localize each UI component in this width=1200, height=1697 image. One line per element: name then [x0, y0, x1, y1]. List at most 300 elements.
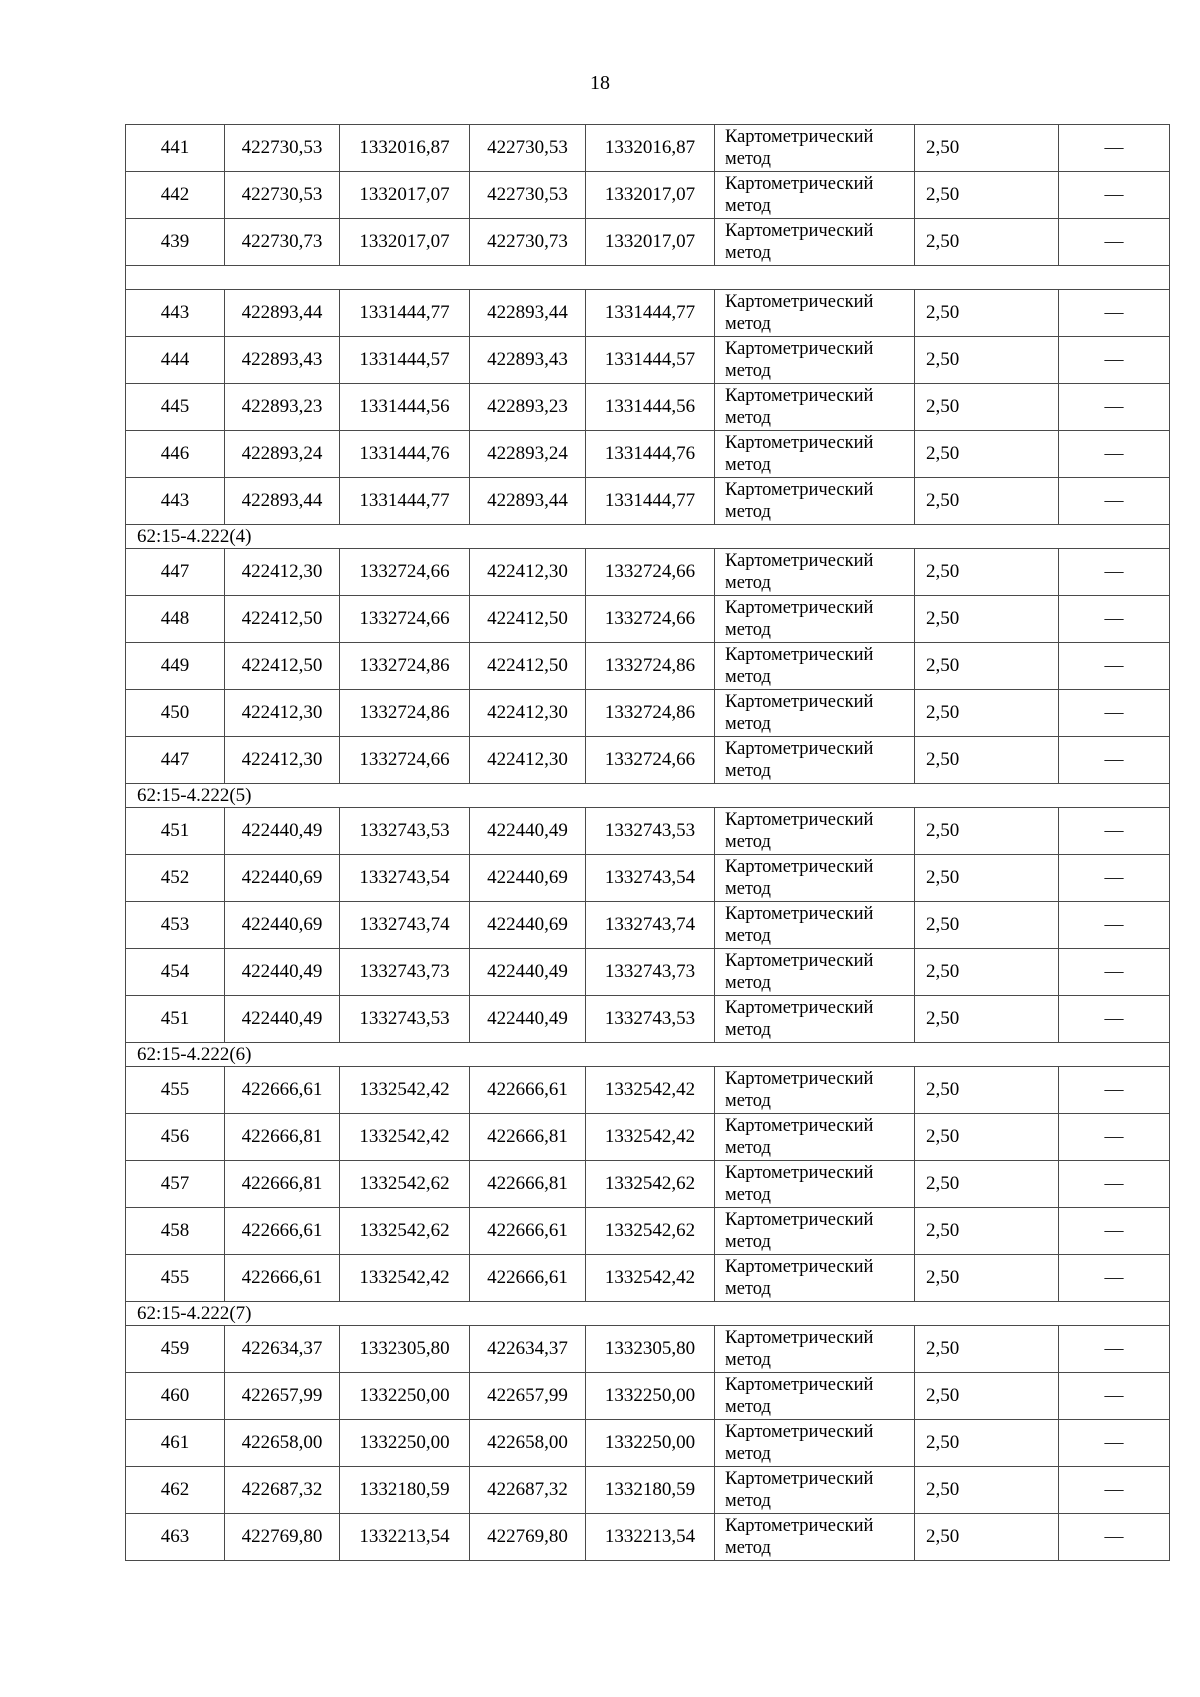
- existing-y-cell: 1332724,86: [340, 643, 470, 690]
- existing-y-cell: 1332724,66: [340, 549, 470, 596]
- existing-x-cell: 422893,44: [225, 478, 340, 525]
- method-line-2: метод: [725, 196, 771, 216]
- refined-y-cell: 1331444,76: [586, 431, 715, 478]
- method-cell: [715, 596, 915, 643]
- description-cell: —: [1059, 902, 1170, 949]
- method-cell: [715, 1467, 915, 1514]
- refined-y-cell: 1332743,53: [586, 996, 715, 1043]
- precision-cell: 2,50: [915, 549, 1059, 596]
- method-line-1: Картометрический: [725, 645, 874, 665]
- description-cell: —: [1059, 855, 1170, 902]
- method-cell: [715, 1420, 915, 1467]
- method-line-2: метод: [725, 408, 771, 428]
- refined-y-cell: 1332743,74: [586, 902, 715, 949]
- point-number-cell: 458: [126, 1208, 225, 1255]
- point-number-cell: 439: [126, 219, 225, 266]
- existing-y-cell: 1332016,87: [340, 125, 470, 172]
- description-cell: —: [1059, 996, 1170, 1043]
- refined-x-cell: 422893,44: [470, 290, 586, 337]
- section-label: 62:15-4.222(4): [126, 525, 1170, 549]
- precision-cell: 2,50: [915, 431, 1059, 478]
- description-cell: —: [1059, 643, 1170, 690]
- method-line-2: метод: [725, 1491, 771, 1511]
- table-row: [126, 808, 1170, 855]
- point-number-cell: 461: [126, 1420, 225, 1467]
- method-line-1: Картометрический: [725, 127, 874, 147]
- point-number-cell: 454: [126, 949, 225, 996]
- blank-row: [126, 266, 1170, 290]
- blank-cell: [126, 266, 1170, 290]
- method-cell: [715, 1208, 915, 1255]
- method-cell: [715, 949, 915, 996]
- method-line-2: метод: [725, 1138, 771, 1158]
- method-line-2: метод: [725, 1444, 771, 1464]
- method-line-2: метод: [725, 1020, 771, 1040]
- table-row: [126, 996, 1170, 1043]
- description-cell: —: [1059, 1467, 1170, 1514]
- point-number-cell: 451: [126, 808, 225, 855]
- refined-y-cell: 1332250,00: [586, 1373, 715, 1420]
- refined-y-cell: 1332017,07: [586, 172, 715, 219]
- table-row: [126, 902, 1170, 949]
- table-row: [126, 1373, 1170, 1420]
- point-number-cell: 443: [126, 478, 225, 525]
- table-row: [126, 172, 1170, 219]
- table-row: [126, 855, 1170, 902]
- method-line-2: метод: [725, 1232, 771, 1252]
- precision-cell: 2,50: [915, 596, 1059, 643]
- method-line-1: Картометрический: [725, 739, 874, 759]
- method-cell: [715, 1255, 915, 1302]
- existing-y-cell: 1332305,80: [340, 1326, 470, 1373]
- precision-cell: 2,50: [915, 1420, 1059, 1467]
- method-cell: [715, 643, 915, 690]
- existing-x-cell: 422893,23: [225, 384, 340, 431]
- existing-x-cell: 422769,80: [225, 1514, 340, 1561]
- refined-y-cell: 1332016,87: [586, 125, 715, 172]
- table-row: [126, 1326, 1170, 1373]
- description-cell: —: [1059, 1161, 1170, 1208]
- method-cell: [715, 1326, 915, 1373]
- refined-y-cell: 1332017,07: [586, 219, 715, 266]
- precision-cell: 2,50: [915, 219, 1059, 266]
- existing-x-cell: 422687,32: [225, 1467, 340, 1514]
- method-line-1: Картометрический: [725, 1069, 874, 1089]
- method-line-1: Картометрический: [725, 598, 874, 618]
- method-line-1: Картометрический: [725, 221, 874, 241]
- precision-cell: 2,50: [915, 125, 1059, 172]
- existing-x-cell: 422666,81: [225, 1114, 340, 1161]
- method-line-2: метод: [725, 1350, 771, 1370]
- refined-x-cell: 422893,24: [470, 431, 586, 478]
- description-cell: —: [1059, 949, 1170, 996]
- refined-y-cell: 1331444,77: [586, 290, 715, 337]
- method-cell: [715, 1373, 915, 1420]
- precision-cell: 2,50: [915, 902, 1059, 949]
- method-line-2: метод: [725, 879, 771, 899]
- method-line-2: метод: [725, 761, 771, 781]
- table-row: [126, 643, 1170, 690]
- point-number-cell: 447: [126, 549, 225, 596]
- description-cell: —: [1059, 1373, 1170, 1420]
- method-cell: [715, 1114, 915, 1161]
- description-cell: —: [1059, 1114, 1170, 1161]
- method-line-2: метод: [725, 573, 771, 593]
- description-cell: —: [1059, 1420, 1170, 1467]
- description-cell: —: [1059, 1514, 1170, 1561]
- refined-x-cell: 422666,81: [470, 1114, 586, 1161]
- method-line-2: метод: [725, 973, 771, 993]
- refined-y-cell: 1332724,86: [586, 690, 715, 737]
- point-number-cell: 459: [126, 1326, 225, 1373]
- method-line-1: Картометрический: [725, 1469, 874, 1489]
- table-row: [126, 431, 1170, 478]
- precision-cell: 2,50: [915, 384, 1059, 431]
- refined-x-cell: 422658,00: [470, 1420, 586, 1467]
- table-row: [126, 125, 1170, 172]
- method-line-1: Картометрический: [725, 1516, 874, 1536]
- existing-x-cell: 422666,81: [225, 1161, 340, 1208]
- refined-x-cell: 422412,30: [470, 690, 586, 737]
- description-cell: —: [1059, 431, 1170, 478]
- precision-cell: 2,50: [915, 1114, 1059, 1161]
- existing-x-cell: 422893,44: [225, 290, 340, 337]
- method-cell: [715, 478, 915, 525]
- method-line-2: метод: [725, 361, 771, 381]
- existing-x-cell: 422412,50: [225, 643, 340, 690]
- existing-y-cell: 1332743,73: [340, 949, 470, 996]
- table-row: [126, 737, 1170, 784]
- refined-y-cell: 1332250,00: [586, 1420, 715, 1467]
- table-row: [126, 1161, 1170, 1208]
- method-cell: [715, 808, 915, 855]
- existing-y-cell: 1332542,62: [340, 1208, 470, 1255]
- method-line-1: Картометрический: [725, 692, 874, 712]
- description-cell: —: [1059, 337, 1170, 384]
- table-row: [126, 1255, 1170, 1302]
- refined-x-cell: 422769,80: [470, 1514, 586, 1561]
- refined-y-cell: 1332180,59: [586, 1467, 715, 1514]
- precision-cell: 2,50: [915, 1208, 1059, 1255]
- point-number-cell: 441: [126, 125, 225, 172]
- existing-x-cell: 422412,30: [225, 549, 340, 596]
- point-number-cell: 455: [126, 1255, 225, 1302]
- table-row: [126, 596, 1170, 643]
- method-line-1: Картометрический: [725, 1375, 874, 1395]
- point-number-cell: 460: [126, 1373, 225, 1420]
- table-row: [126, 1514, 1170, 1561]
- precision-cell: 2,50: [915, 290, 1059, 337]
- table-row: [126, 690, 1170, 737]
- refined-x-cell: 422412,30: [470, 549, 586, 596]
- point-number-cell: 457: [126, 1161, 225, 1208]
- method-line-1: Картометрический: [725, 857, 874, 877]
- refined-x-cell: 422730,73: [470, 219, 586, 266]
- point-number-cell: 442: [126, 172, 225, 219]
- existing-x-cell: 422440,49: [225, 949, 340, 996]
- refined-y-cell: 1332724,66: [586, 549, 715, 596]
- method-line-1: Картометрический: [725, 1163, 874, 1183]
- method-line-1: Картометрический: [725, 1257, 874, 1277]
- existing-x-cell: 422893,43: [225, 337, 340, 384]
- refined-x-cell: 422666,81: [470, 1161, 586, 1208]
- method-cell: [715, 172, 915, 219]
- existing-y-cell: 1332542,42: [340, 1255, 470, 1302]
- method-line-2: метод: [725, 243, 771, 263]
- refined-x-cell: 422730,53: [470, 172, 586, 219]
- refined-x-cell: 422634,37: [470, 1326, 586, 1373]
- precision-cell: 2,50: [915, 1373, 1059, 1420]
- section-label: 62:15-4.222(7): [126, 1302, 1170, 1326]
- point-number-cell: 449: [126, 643, 225, 690]
- refined-x-cell: 422440,69: [470, 902, 586, 949]
- method-line-2: метод: [725, 667, 771, 687]
- method-cell: [715, 219, 915, 266]
- page-number: 18: [590, 72, 610, 94]
- section-header-row: [126, 784, 1170, 808]
- refined-y-cell: 1332743,54: [586, 855, 715, 902]
- refined-y-cell: 1332542,62: [586, 1161, 715, 1208]
- existing-x-cell: 422412,30: [225, 690, 340, 737]
- existing-y-cell: 1332724,86: [340, 690, 470, 737]
- description-cell: —: [1059, 737, 1170, 784]
- existing-y-cell: 1332213,54: [340, 1514, 470, 1561]
- section-header-row: [126, 1302, 1170, 1326]
- refined-x-cell: 422893,23: [470, 384, 586, 431]
- existing-x-cell: 422893,24: [225, 431, 340, 478]
- precision-cell: 2,50: [915, 1326, 1059, 1373]
- method-line-1: Картометрический: [725, 339, 874, 359]
- description-cell: —: [1059, 125, 1170, 172]
- method-line-2: метод: [725, 1538, 771, 1558]
- refined-y-cell: 1332542,42: [586, 1067, 715, 1114]
- refined-x-cell: 422666,61: [470, 1208, 586, 1255]
- refined-x-cell: 422666,61: [470, 1067, 586, 1114]
- method-cell: [715, 1514, 915, 1561]
- existing-y-cell: 1332017,07: [340, 172, 470, 219]
- section-header-row: [126, 1043, 1170, 1067]
- method-cell: [715, 337, 915, 384]
- existing-x-cell: 422440,49: [225, 808, 340, 855]
- description-cell: —: [1059, 596, 1170, 643]
- method-line-2: метод: [725, 926, 771, 946]
- refined-x-cell: 422440,49: [470, 808, 586, 855]
- method-line-1: Картометрический: [725, 1422, 874, 1442]
- existing-y-cell: 1331444,57: [340, 337, 470, 384]
- refined-y-cell: 1332213,54: [586, 1514, 715, 1561]
- description-cell: —: [1059, 1255, 1170, 1302]
- table-row: [126, 1208, 1170, 1255]
- point-number-cell: 455: [126, 1067, 225, 1114]
- existing-y-cell: 1332180,59: [340, 1467, 470, 1514]
- description-cell: —: [1059, 690, 1170, 737]
- existing-y-cell: 1331444,76: [340, 431, 470, 478]
- refined-y-cell: 1332743,73: [586, 949, 715, 996]
- existing-y-cell: 1332743,53: [340, 996, 470, 1043]
- existing-x-cell: 422634,37: [225, 1326, 340, 1373]
- method-line-1: Картометрический: [725, 292, 874, 312]
- method-line-1: Картометрический: [725, 551, 874, 571]
- refined-x-cell: 422687,32: [470, 1467, 586, 1514]
- description-cell: —: [1059, 384, 1170, 431]
- point-number-cell: 452: [126, 855, 225, 902]
- precision-cell: 2,50: [915, 690, 1059, 737]
- existing-y-cell: 1332743,54: [340, 855, 470, 902]
- method-line-2: метод: [725, 149, 771, 169]
- existing-x-cell: 422412,30: [225, 737, 340, 784]
- precision-cell: 2,50: [915, 172, 1059, 219]
- table-row: [126, 949, 1170, 996]
- existing-x-cell: 422440,49: [225, 996, 340, 1043]
- point-number-cell: 445: [126, 384, 225, 431]
- point-number-cell: 456: [126, 1114, 225, 1161]
- table-body: [126, 125, 1170, 1561]
- method-line-1: Картометрический: [725, 951, 874, 971]
- refined-y-cell: 1331444,56: [586, 384, 715, 431]
- method-line-2: метод: [725, 620, 771, 640]
- section-label: 62:15-4.222(6): [126, 1043, 1170, 1067]
- refined-x-cell: 422412,30: [470, 737, 586, 784]
- refined-y-cell: 1332743,53: [586, 808, 715, 855]
- method-line-2: метод: [725, 1091, 771, 1111]
- existing-y-cell: 1332724,66: [340, 737, 470, 784]
- method-cell: [715, 431, 915, 478]
- point-number-cell: 444: [126, 337, 225, 384]
- precision-cell: 2,50: [915, 1514, 1059, 1561]
- section-label: 62:15-4.222(5): [126, 784, 1170, 808]
- existing-x-cell: 422658,00: [225, 1420, 340, 1467]
- existing-y-cell: 1332743,53: [340, 808, 470, 855]
- table-row: [126, 549, 1170, 596]
- refined-y-cell: 1332542,42: [586, 1114, 715, 1161]
- refined-y-cell: 1332542,62: [586, 1208, 715, 1255]
- description-cell: —: [1059, 172, 1170, 219]
- existing-y-cell: 1331444,77: [340, 290, 470, 337]
- description-cell: —: [1059, 549, 1170, 596]
- description-cell: —: [1059, 1067, 1170, 1114]
- refined-x-cell: 422666,61: [470, 1255, 586, 1302]
- existing-x-cell: 422730,53: [225, 172, 340, 219]
- existing-y-cell: 1332724,66: [340, 596, 470, 643]
- precision-cell: 2,50: [915, 643, 1059, 690]
- table-row: [126, 478, 1170, 525]
- method-line-2: метод: [725, 1279, 771, 1299]
- method-line-2: метод: [725, 714, 771, 734]
- method-cell: [715, 1161, 915, 1208]
- precision-cell: 2,50: [915, 996, 1059, 1043]
- table-row: [126, 219, 1170, 266]
- method-cell: [715, 737, 915, 784]
- precision-cell: 2,50: [915, 855, 1059, 902]
- table-row: [126, 1467, 1170, 1514]
- method-line-2: метод: [725, 455, 771, 475]
- method-line-2: метод: [725, 502, 771, 522]
- precision-cell: 2,50: [915, 1067, 1059, 1114]
- refined-y-cell: 1332305,80: [586, 1326, 715, 1373]
- existing-y-cell: 1332250,00: [340, 1420, 470, 1467]
- refined-x-cell: 422893,43: [470, 337, 586, 384]
- description-cell: —: [1059, 1208, 1170, 1255]
- existing-y-cell: 1332542,62: [340, 1161, 470, 1208]
- refined-x-cell: 422730,53: [470, 125, 586, 172]
- description-cell: —: [1059, 219, 1170, 266]
- precision-cell: 2,50: [915, 337, 1059, 384]
- point-number-cell: 463: [126, 1514, 225, 1561]
- method-line-2: метод: [725, 1185, 771, 1205]
- existing-y-cell: 1332250,00: [340, 1373, 470, 1420]
- table-row: [126, 1067, 1170, 1114]
- refined-x-cell: 422440,49: [470, 949, 586, 996]
- method-line-1: Картометрический: [725, 433, 874, 453]
- point-number-cell: 446: [126, 431, 225, 478]
- existing-x-cell: 422412,50: [225, 596, 340, 643]
- refined-y-cell: 1332724,66: [586, 596, 715, 643]
- table-row: [126, 1420, 1170, 1467]
- point-number-cell: 447: [126, 737, 225, 784]
- table-row: [126, 1114, 1170, 1161]
- existing-x-cell: 422730,73: [225, 219, 340, 266]
- description-cell: —: [1059, 290, 1170, 337]
- existing-x-cell: 422666,61: [225, 1067, 340, 1114]
- precision-cell: 2,50: [915, 1255, 1059, 1302]
- refined-y-cell: 1332724,86: [586, 643, 715, 690]
- refined-y-cell: 1331444,57: [586, 337, 715, 384]
- precision-cell: 2,50: [915, 1161, 1059, 1208]
- section-header-row: [126, 525, 1170, 549]
- refined-x-cell: 422440,49: [470, 996, 586, 1043]
- precision-cell: 2,50: [915, 808, 1059, 855]
- method-cell: [715, 384, 915, 431]
- existing-y-cell: 1332743,74: [340, 902, 470, 949]
- refined-y-cell: 1332542,42: [586, 1255, 715, 1302]
- method-cell: [715, 690, 915, 737]
- method-line-1: Картометрический: [725, 480, 874, 500]
- coordinates-table: [125, 124, 1170, 1561]
- description-cell: —: [1059, 808, 1170, 855]
- point-number-cell: 462: [126, 1467, 225, 1514]
- method-line-1: Картометрический: [725, 904, 874, 924]
- refined-x-cell: 422893,44: [470, 478, 586, 525]
- method-cell: [715, 855, 915, 902]
- precision-cell: 2,50: [915, 737, 1059, 784]
- table-row: [126, 384, 1170, 431]
- precision-cell: 2,50: [915, 478, 1059, 525]
- description-cell: —: [1059, 1326, 1170, 1373]
- existing-y-cell: 1331444,77: [340, 478, 470, 525]
- existing-y-cell: 1332542,42: [340, 1067, 470, 1114]
- precision-cell: 2,50: [915, 949, 1059, 996]
- point-number-cell: 450: [126, 690, 225, 737]
- precision-cell: 2,50: [915, 1467, 1059, 1514]
- method-cell: [715, 549, 915, 596]
- method-line-1: Картометрический: [725, 998, 874, 1018]
- method-line-1: Картометрический: [725, 386, 874, 406]
- method-cell: [715, 996, 915, 1043]
- refined-y-cell: 1332724,66: [586, 737, 715, 784]
- method-line-1: Картометрический: [725, 810, 874, 830]
- method-cell: [715, 1067, 915, 1114]
- existing-x-cell: 422666,61: [225, 1208, 340, 1255]
- point-number-cell: 453: [126, 902, 225, 949]
- table-row: [126, 337, 1170, 384]
- method-cell: [715, 290, 915, 337]
- existing-x-cell: 422666,61: [225, 1255, 340, 1302]
- point-number-cell: 451: [126, 996, 225, 1043]
- method-line-2: метод: [725, 314, 771, 334]
- point-number-cell: 448: [126, 596, 225, 643]
- existing-x-cell: 422730,53: [225, 125, 340, 172]
- method-line-1: Картометрический: [725, 1210, 874, 1230]
